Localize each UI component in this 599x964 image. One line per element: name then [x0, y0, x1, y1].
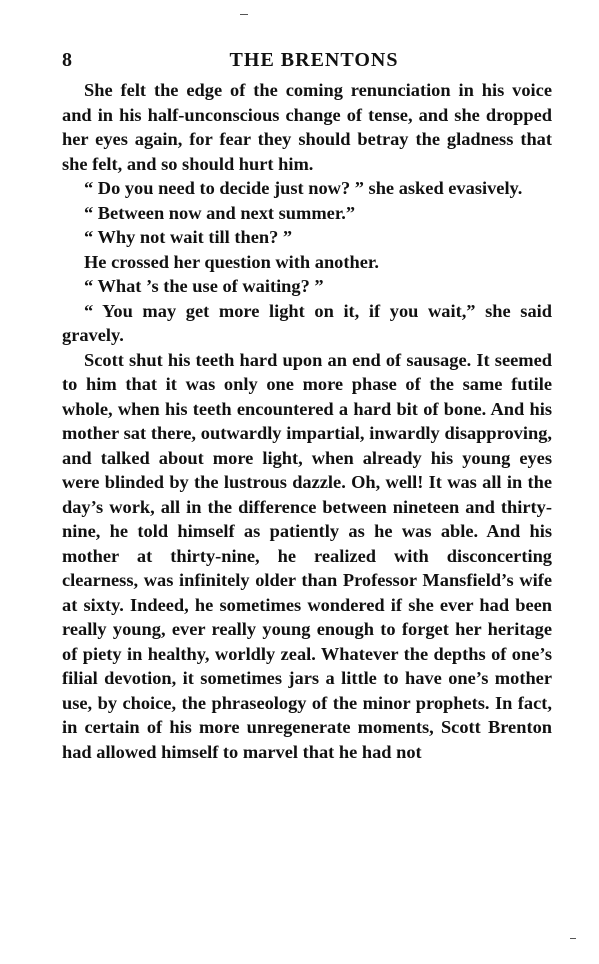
paragraph: “ You may get more light on it, if you wait,” she said gravely.	[62, 300, 552, 345]
paragraph: Scott shut his teeth hard upon an end of sausage. It seemed to him that it was only one more phase of the same futile whole, when his teeth encountered a hard bit of bone. And his mother sat there, outwardly impartial, inwardly disapproving, and talked about more light, when already his young eyes were blinded by the lustrous dazzle. Oh, well! It was all in the day’s work, all in the difference between nineteen and thirty-nine, he told himself as patiently as he was able. And his mother at thirty-nine, he realized with disconcerting clearness, was infinitely older than Professor Mansfield’s wife at sixty. Indeed, he sometimes wondered if she ever had been really young, ever really young enough to forget her heritage of piety in healthy, worldly zeal. Whatever the depths of one’s filial devotion, it sometimes jars a little to have one’s mother use, by choice, the phraseology of the minor prophets. In fact, in certain of his more unregenerate moments, Scott Brenton had allowed himself to marvel that he had not	[62, 349, 552, 762]
paragraph: He crossed her question with another.	[84, 251, 379, 272]
scan-mark	[570, 938, 576, 939]
page-number: 8	[62, 49, 72, 71]
running-title: THE BRENTONS	[229, 49, 399, 71]
paragraph: “ Between now and next summer.”	[84, 202, 356, 223]
paragraph: “ Do you need to decide just now? ” she asked evasively.	[84, 178, 523, 198]
page-header	[62, 42, 552, 78]
paragraph: “ What ’s the use of waiting? ”	[84, 276, 324, 296]
paragraph: “ Why not wait till then? ”	[84, 227, 293, 247]
book-page	[62, 42, 552, 764]
scan-mark	[240, 14, 248, 15]
paragraph: She felt the edge of the coming renunciation in his voice and in his half-unconscious change of tense, and she dropped her eyes again, for fear they should betray the gladness that she felt, and so should hurt him.	[62, 80, 552, 174]
body-text	[62, 78, 552, 764]
